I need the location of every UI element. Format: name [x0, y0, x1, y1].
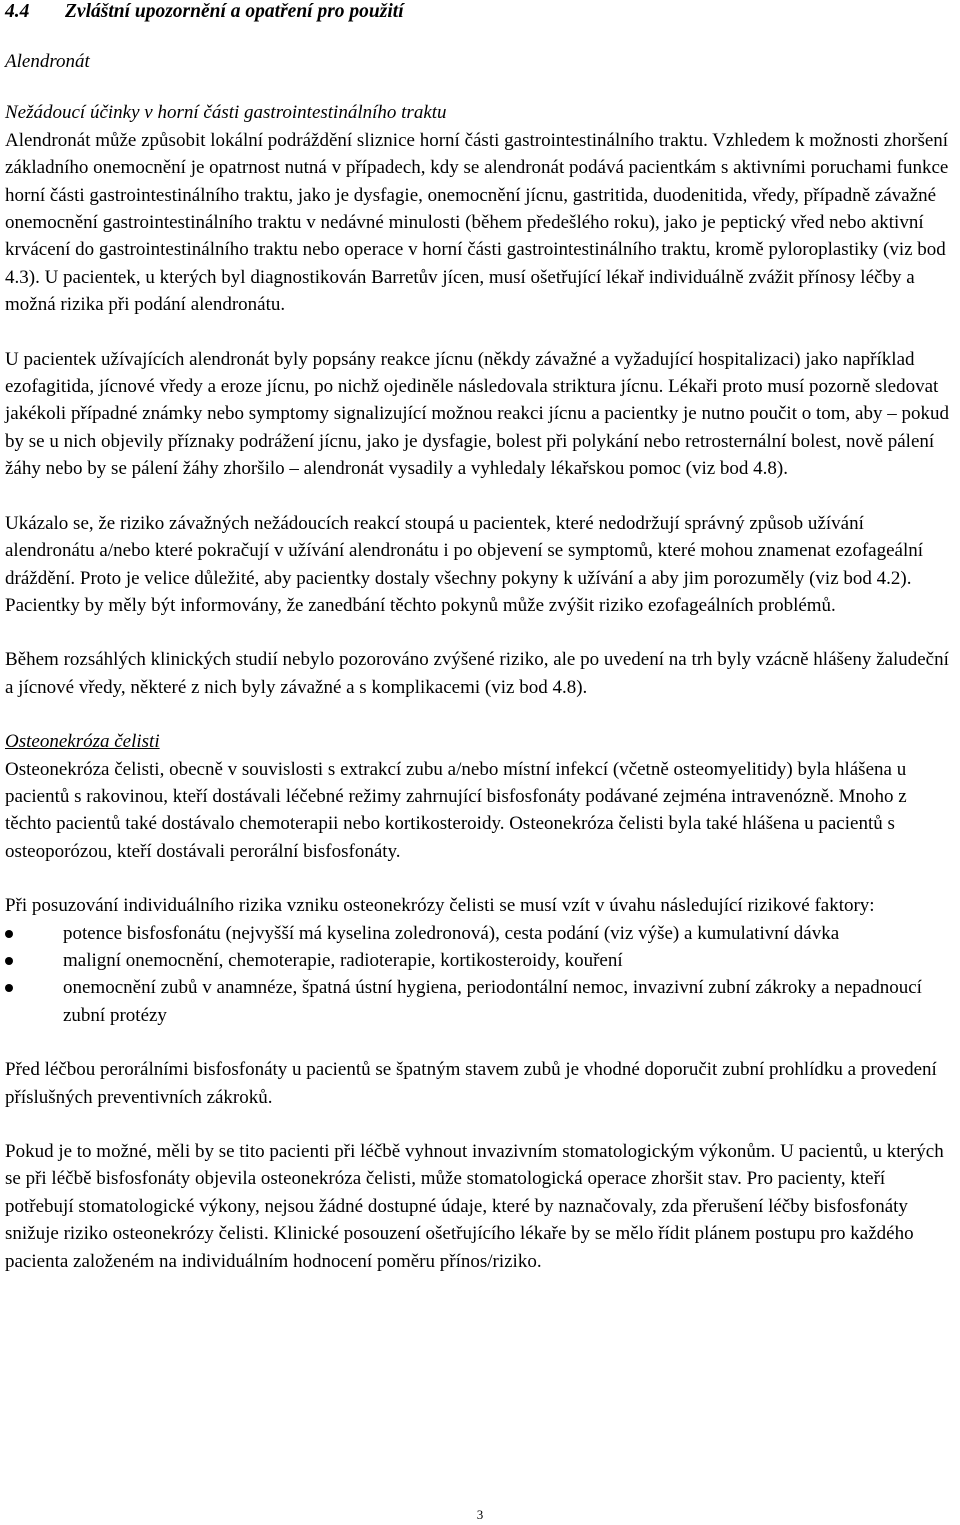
bullet-icon: [5, 930, 13, 938]
gi-paragraph-2: U pacientek užívajících alendronát byly popsány reakce jícnu (někdy závažné a vyžadující hospitalizaci) jako například ezofagitida, jícnové vředy a eroze jícnu, po nichž ojediněle následovala striktura jícnu. Lékaři proto musí pozorně sledovat jakékoli případné známky nebo symptomy signalizující možnou reakci jícnu a pacientky je nutno poučit o tom, aby – pokud by se u nich objevily příznaky podrážení jícnu, jako je dysfagie, bolest při polykání nebo retrosternální bolest, nově pálení žáhy nebo by se pálení žáhy zhoršilo – alendronát vysadily a vyhledaly lékařskou pomoc (viz bod 4.8).: [5, 348, 949, 480]
gi-paragraph-3: Ukázalo se, že riziko závažných nežádoucích reakcí stoupá u pacientek, které nedodržují správný způsob užívání alendronátu a/nebo které pokračují v užívání alendronátu i po objevení se symptomů, které mohou znamenat ezofageální dráždění. Proto je velice důležité, aby pacientky dostaly všechny pokyny k užívání a aby jim porozuměly (viz bod 4.2). Pacientky by měly být informovány, že zanedbání těchto pokynů může zvýšit riziko ezofageálních problémů.: [5, 512, 924, 616]
gi-paragraph-1: Alendronát může způsobit lokální podráždění sliznice horní části gastrointestinálního traktu. Vzhledem k možnosti zhoršení základního onemocnění je opatrnost nutná v případech, kdy se alendronát podává pacientkám s aktivními poruchami funkce horní části gastrointestinálního traktu, jako je dysfagie, onemocnění jícnu, gastritida, duodenitida, vředy, případně závažné onemocnění gastrointestinálního traktu v nedávné minulosti (během předešlého roku), jako je peptický vřed nebo aktivní krvácení do gastrointestinálního traktu nebo operace v horní části gastrointestinálního traktu, kromě pyloroplastiky (viz bod 4.3). U pacientek, u kterých byl diagnostikován Barretův jícen, musí ošetřující lékař individuálně zvážit přínosy léčby a možná rizika při podání alendronátu.: [5, 129, 949, 316]
gi-section: [5, 99, 955, 701]
bullet-icon: [5, 984, 13, 992]
onj-section: [5, 728, 955, 1275]
section-number: 4.4: [5, 1, 30, 22]
bullet-icon: [5, 957, 13, 965]
page-number: 3: [476, 1507, 484, 1522]
list-item: [5, 947, 955, 974]
list-item-text: onemocnění zubů v anamnéze, špatná ústní hygiena, periodontální nemoc, invazivní zubní zákroky a nepadnoucí zubní protézy: [63, 977, 922, 1026]
list-item-text: maligní onemocnění, chemoterapie, radioterapie, kortikosteroidy, kouření: [63, 949, 623, 971]
list-item: [5, 920, 955, 947]
risk-factor-list: [5, 920, 955, 1030]
list-item-text: potence bisfosfonátu (nejvyšší má kyselina zoledronová), cesta podání (viz výše) a kumulativní dávka: [63, 922, 840, 944]
onj-paragraph-4: Pokud je to možné, měli by se tito pacienti při léčbě vyhnout invazivním stomatologickým výkonům. U pacientů, u kterých se při léčbě bisfosfonáty objevila osteonekróza čelisti, může stomatologická operace zhoršit stav. Pro pacienty, kteří potřebují stomatologické výkony, nejsou žádné dostupné údaje, které by naznačovaly, zda přerušení léčby bisfosfonáty snižuje riziko osteonekrózy čelisti. Klinické posouzení ošetřujícího lékaře by se mělo řídit plánem postupu pro každého pacienta založeném na individuálním hodnocení poměru přínos/riziko.: [5, 1141, 944, 1272]
document-page: [5, 0, 955, 1275]
gi-section-title: Nežádoucí účinky v horní části gastrointestinálního traktu: [5, 102, 447, 124]
onj-paragraph-3: Před léčbou perorálními bisfosfonáty u pacientů se špatným stavem zubů je vhodné doporučit zubní prohlídku a provedení příslušných preventivních zákroků.: [5, 1059, 937, 1108]
drug-name-subtitle: Alendronát: [5, 51, 90, 72]
onj-paragraph-2: Při posuzování individuálního rizika vzniku osteonekrózy čelisti se musí vzít v úvahu následující rizikové faktory:: [5, 895, 875, 917]
gi-paragraph-4: Během rozsáhlých klinických studií nebylo pozorováno zvýšené riziko, ale po uvedení na trh byly vzácně hlášeny žaludeční a jícnové vředy, některé z nich byly závažné a s komplikacemi (viz bod 4.8).: [5, 649, 949, 698]
section-title: Zvláštní upozornění a opatření pro použití: [65, 1, 404, 22]
list-item: [5, 974, 955, 1029]
onj-section-title: Osteonekróza čelisti: [5, 731, 160, 753]
onj-paragraph-1: Osteonekróza čelisti, obecně v souvislosti s extrakcí zubu a/nebo místní infekcí (včetně osteomyelitidy) byla hlášena u pacientů s rakovinou, kteří dostávali léčebné režimy zahrnující bisfosfonáty podávané zejména intravenózně. Mnoho z těchto pacientů také dostávalo chemoterapii nebo kortikosteroidy. Osteonekróza čelisti byla také hlášena u pacientů s osteoporózou, kteří dostávali perorální bisfosfonáty.: [5, 758, 907, 862]
section-heading: [5, 0, 955, 24]
